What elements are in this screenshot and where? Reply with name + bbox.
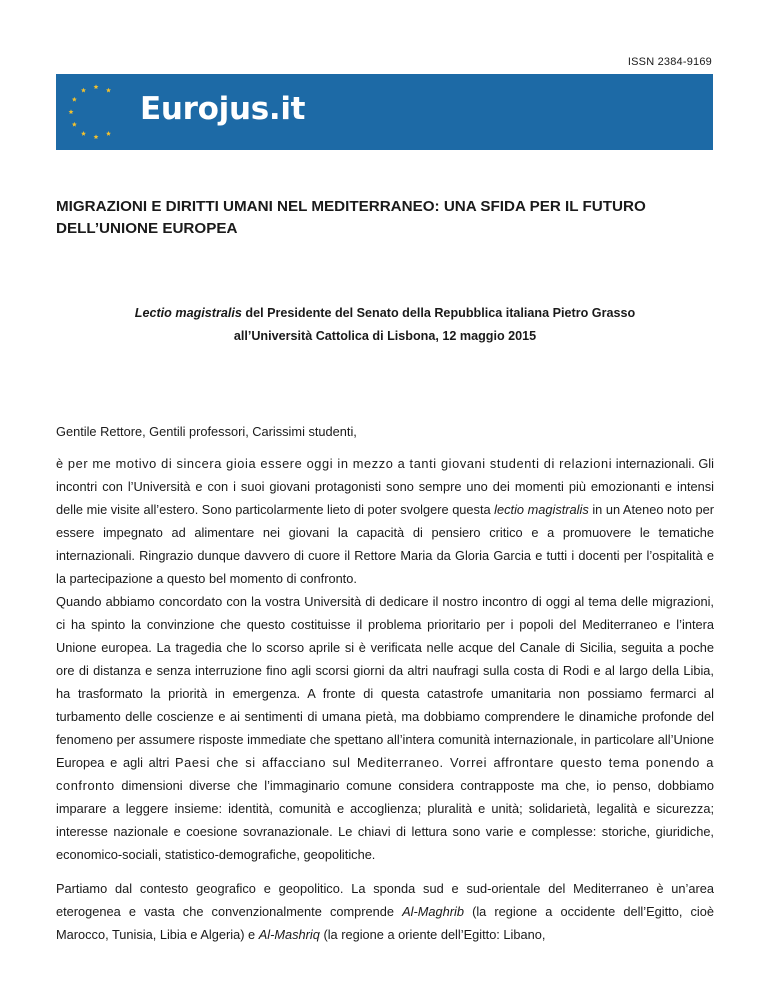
star-icon xyxy=(69,109,74,114)
paragraph-3-text: Partiamo dal contesto geografico e geopolitico. La sponda sud e sud-orientale del Mediterraneo è un’area eterogenea e vasta che convenzionalmente comprende xyxy=(56,881,714,919)
article-body xyxy=(56,420,714,946)
paragraph-2-text: Quando abbiamo concordato con la vostra Università di dedicare il nostro incontro di oggi al tema delle migrazioni, ci ha spinto la convinzione che questo costituisse il problema prioritario per i popoli del Mediterraneo e l’intera Unione europea. La tragedia che lo scorso aprile si è verificata nelle acque del Canale di Sicilia, seguita a poche ore di distanza e senza interruzione fino agli scorsi giorni da altri naufragi sulla costa di Rodi e al largo della Libia, ha trasformato la priorità in emergenza. A fronte di questa catastrofe umanitaria non possiamo fermarci al turbamento delle coscienze e ai sentimenti di umana pietà, ma dobbiamo comprendere le dinamiche profonde del fenomeno per assumere risposte immediate che spettano all’intera comunità internazionale, in particolare all’Unione Europea e agli altri xyxy=(56,594,714,770)
greeting: Gentile Rettore, Gentili professori, Carissimi studenti, xyxy=(56,424,357,439)
paragraph-3-middle: (la regione a occidente dell’Egitto, cioè Marocco, Tunisia, Libia e Algeria) e xyxy=(56,904,714,942)
issn-number: ISSN 2384-9169 xyxy=(627,56,712,68)
subtitle-rest: del Presidente del Senato della Repubblica italiana Pietro Grasso xyxy=(241,306,636,320)
paragraph-2-spaced: Paesi che si affacciano sul Mediterraneo. Vorrei affrontare questo tema ponendo a confronto xyxy=(56,755,714,793)
logo-text: Eurojus.it xyxy=(140,91,306,127)
paragraph-3 xyxy=(56,877,714,946)
star-icon xyxy=(106,131,111,136)
paragraph-2-rest: dimensioni diverse che l’immaginario comune considera contrapposte ma che, io penso, dobbiamo imparare a leggere insieme: identità, comunità e accoglienza; pluralità e unità; solidarietà, legalità e sicurezza; interesse nazionale e coesione sovranazionale. Le chiavi di lettura sono varie e complesse: storiche, giuridiche, economico-sociali, statistico-demografiche, geopolitiche. xyxy=(56,778,714,862)
title-line-1: MIGRAZIONI E DIRITTI UMANI NEL MEDITERRANEO: UNA SFIDA PER IL FUTURO xyxy=(56,198,646,215)
star-icon xyxy=(94,134,99,139)
article-title xyxy=(56,196,716,240)
eurojus-logo-banner xyxy=(56,74,713,150)
subtitle-italic: Lectio magistralis xyxy=(134,306,242,320)
star-icon xyxy=(81,88,86,93)
paragraph-1-text: internazionali. Gli incontri con l’Università e con i suoi giovani protagonisti sono sempre uno dei momenti più emozionanti e intensi delle mie visite all’estero. Sono particolarmente lieto di poter svolgere questa xyxy=(56,456,714,517)
title-line-2: DELL’UNIONE EUROPEA xyxy=(56,220,238,237)
eu-stars-icon xyxy=(56,74,136,150)
article-subtitle xyxy=(56,302,714,348)
subtitle-line-2: all’Università Cattolica di Lisbona, 12 maggio 2015 xyxy=(233,329,537,343)
paragraph-1-first-line: è per me motivo di sincera gioia essere oggi in mezzo a tanti giovani studenti di relazioni xyxy=(56,456,613,471)
al-maghrib-term: Al-Maghrib xyxy=(402,904,464,919)
star-icon xyxy=(94,84,99,89)
paragraph-2 xyxy=(56,590,714,866)
paragraph-1-rest: in un Ateneo noto per essere impegnato ad alimentare nei giovani la capacità di pensiero critico e a promuovere le tematiche internazionali. Ringrazio dunque davvero di cuore il Rettore Maria da Gloria Garcia e tutti i docenti per l’ospitalità e la partecipazione a questo bel momento di confronto. xyxy=(56,502,714,586)
subtitle-line-1 xyxy=(56,302,714,325)
paragraph-1-italic: lectio magistralis xyxy=(494,502,589,517)
al-mashriq-term: Al-Mashriq xyxy=(258,927,320,942)
star-icon xyxy=(106,88,111,93)
paragraph-1 xyxy=(56,452,714,590)
star-icon xyxy=(72,122,77,127)
paragraph-3-end: (la regione a oriente dell’Egitto: Libano, xyxy=(319,927,546,942)
star-icon xyxy=(81,131,86,136)
star-icon xyxy=(72,97,77,102)
